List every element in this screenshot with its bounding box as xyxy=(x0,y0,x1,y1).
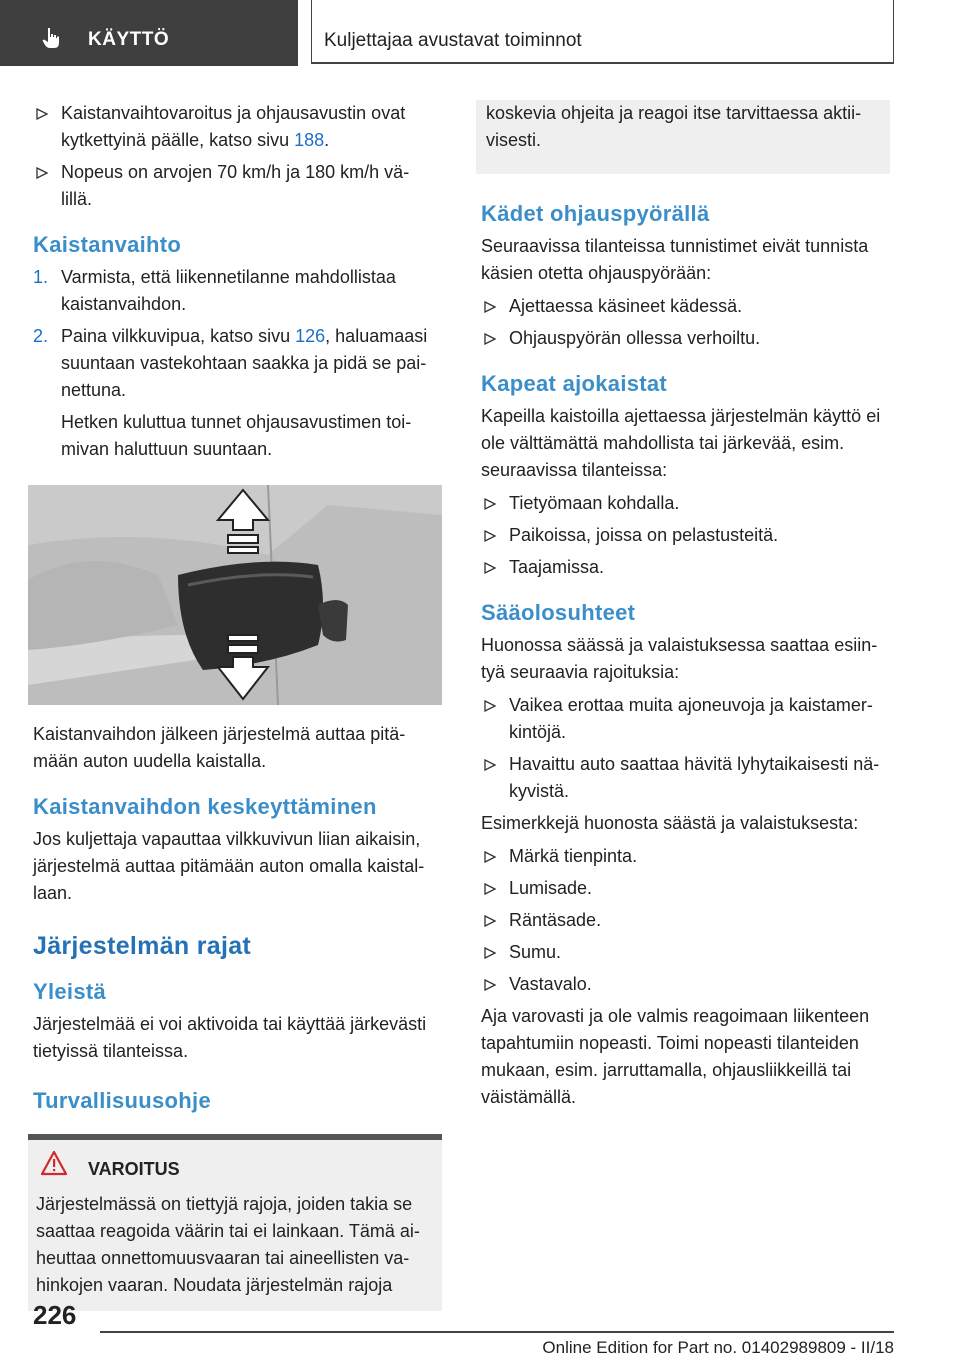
warning-title: VAROITUS xyxy=(88,1159,180,1179)
right-column xyxy=(481,100,896,1117)
lever-figure-icon xyxy=(28,485,442,705)
heading-keskeytys: Kaistanvaihdon keskeyttäminen xyxy=(33,794,377,819)
heading-turvallisuusohje: Turvallisuusohje xyxy=(33,1088,211,1113)
saa-text: Huonossa säässä ja valaistuksessa saattaa esiin‐ tyä seuraavia rajoituksia: xyxy=(481,635,878,682)
chapter-title-box xyxy=(311,0,894,64)
heading-kapeat: Kapeat ajokaistat xyxy=(481,371,668,396)
list-item: Ohjauspyörän ollessa verhoiltu. xyxy=(481,325,896,352)
kadet-text: Seuraavissa tilanteissa tunnistimet eivät tunnista käsien otetta ohjauspyörään: xyxy=(481,236,869,283)
edition-text: Online Edition for Part no. 01402989809 - II/18 xyxy=(542,1338,894,1357)
bullet-triangle-icon xyxy=(484,530,496,542)
bullet-triangle-icon xyxy=(484,759,496,771)
list-item: Taajamissa. xyxy=(481,554,896,581)
bullet-triangle-icon xyxy=(484,498,496,510)
bullet-triangle-icon xyxy=(36,108,48,120)
heading-yleista: Yleistä xyxy=(33,979,107,1004)
bullet-triangle-icon xyxy=(484,883,496,895)
step-item: 2. Paina vilkkuvipua, katso sivu 126, haluamaasi suuntaan vastekohtaan saakka ja pidä se pai‐ nettuna. xyxy=(33,323,445,404)
list-item: Havaittu auto saattaa hävitä lyhytaikaisesti nä‐ kyvistä. xyxy=(481,751,896,805)
bullet-triangle-icon xyxy=(484,700,496,712)
turn-signal-lever-illustration xyxy=(28,485,442,705)
heading-rajat: Järjestelmän rajat xyxy=(33,932,252,960)
yleista-text: Järjestelmää ei voi aktivoida tai käyttää järkevästi tietyissä tilanteissa. xyxy=(33,1014,427,1061)
list-item: Paikoissa, joissa on pelastusteitä. xyxy=(481,522,896,549)
keskeytys-text: Jos kuljettaja vapauttaa vilkkuvivun liian aikaisin, järjestelmä auttaa pitämään auton omalla kaistal‐ laan. xyxy=(33,829,425,903)
final-text: Aja varovasti ja ole valmis reagoimaan liikenteen tapahtumiin nopeasti. Toimi nopeasti tilanteiden mukaan, esim. jarruttamalla, ohjausliikkeillä tai väistämällä. xyxy=(481,1006,870,1107)
bullet-triangle-icon xyxy=(484,947,496,959)
footer-divider xyxy=(100,1331,894,1333)
bullet-triangle-icon xyxy=(484,979,496,991)
list-item: Lumisade. xyxy=(481,875,896,902)
list-item: Vaikea erottaa muita ajoneuvoja ja kaistamer‐ kintöjä. xyxy=(481,692,896,746)
chapter-title: Kuljettajaa avustavat toiminnot xyxy=(324,30,582,51)
left-column xyxy=(33,100,445,1311)
section-label: KÄYTTÖ xyxy=(88,29,170,50)
warning-continuation-text: koskevia ohjeita ja reagoi itse tarvittaessa aktii‐ visesti. xyxy=(486,103,862,150)
list-item: Ajettaessa käsineet kädessä. xyxy=(481,293,896,320)
bullet-triangle-icon xyxy=(36,167,48,179)
step-number: 2. xyxy=(33,326,49,346)
warning-triangle-icon xyxy=(40,1150,68,1176)
after-figure-text: Kaistanvaihdon jälkeen järjestelmä auttaa pitä‐ mään auton uudella kaistalla. xyxy=(33,724,406,771)
page-link[interactable]: 126 xyxy=(295,326,326,346)
list-item: Sumu. xyxy=(481,939,896,966)
page-link[interactable]: 188 xyxy=(294,130,325,150)
bullet-triangle-icon xyxy=(484,915,496,927)
step-item: 1. Varmista, että liikennetilanne mahdollistaa kaistanvaihdon. xyxy=(33,264,445,318)
list-item: Kaistanvaihtovaroitus ja ohjausavustin ovat kytkettyinä päälle, katso sivu 188. xyxy=(33,100,445,154)
page-number: 226 xyxy=(33,1300,77,1330)
step-note: Hetken kuluttua tunnet ohjausavustimen toi‐ mivan haluttuun suuntaan. xyxy=(61,412,412,459)
bullet-triangle-icon xyxy=(484,301,496,313)
list-item: Vastavalo. xyxy=(481,971,896,998)
list-item: Tietyömaan kohdalla. xyxy=(481,490,896,517)
warning-continuation-box xyxy=(476,100,890,174)
heading-kadet: Kädet ohjauspyörällä xyxy=(481,201,710,226)
step-number: 1. xyxy=(33,267,49,287)
list-item: Räntäsade. xyxy=(481,907,896,934)
heading-saaolosuhteet: Sääolosuhteet xyxy=(481,600,636,625)
list-item: Nopeus on arvojen 70 km/h ja 180 km/h vä‐ lillä. xyxy=(33,159,445,213)
esim-text: Esimerkkejä huonosta säästä ja valaistuksesta: xyxy=(481,813,859,833)
bullet-triangle-icon xyxy=(484,562,496,574)
bullet-triangle-icon xyxy=(484,851,496,863)
list-item: Märkä tienpinta. xyxy=(481,843,896,870)
warning-box xyxy=(28,1134,442,1311)
hand-icon xyxy=(40,26,64,50)
section-tab xyxy=(0,0,298,66)
kapeat-text: Kapeilla kaistoilla ajettaessa järjestelmän käyttö ei ole välttämättä mahdollista tai järkevää, esim. seuraavissa tilanteissa: xyxy=(481,406,881,480)
warning-text: Järjestelmässä on tiettyjä rajoja, joiden takia se saattaa reagoida väärin tai ei lainkaan. Tämä ai‐ heuttaa onnettomuusvaaran tai aineellisten va‐ hinkojen vaaran. Noudata järjestelmän rajoja xyxy=(36,1194,420,1295)
page-header xyxy=(0,0,960,66)
heading-kaistanvaihto: Kaistanvaihto xyxy=(33,232,182,257)
bullet-triangle-icon xyxy=(484,333,496,345)
